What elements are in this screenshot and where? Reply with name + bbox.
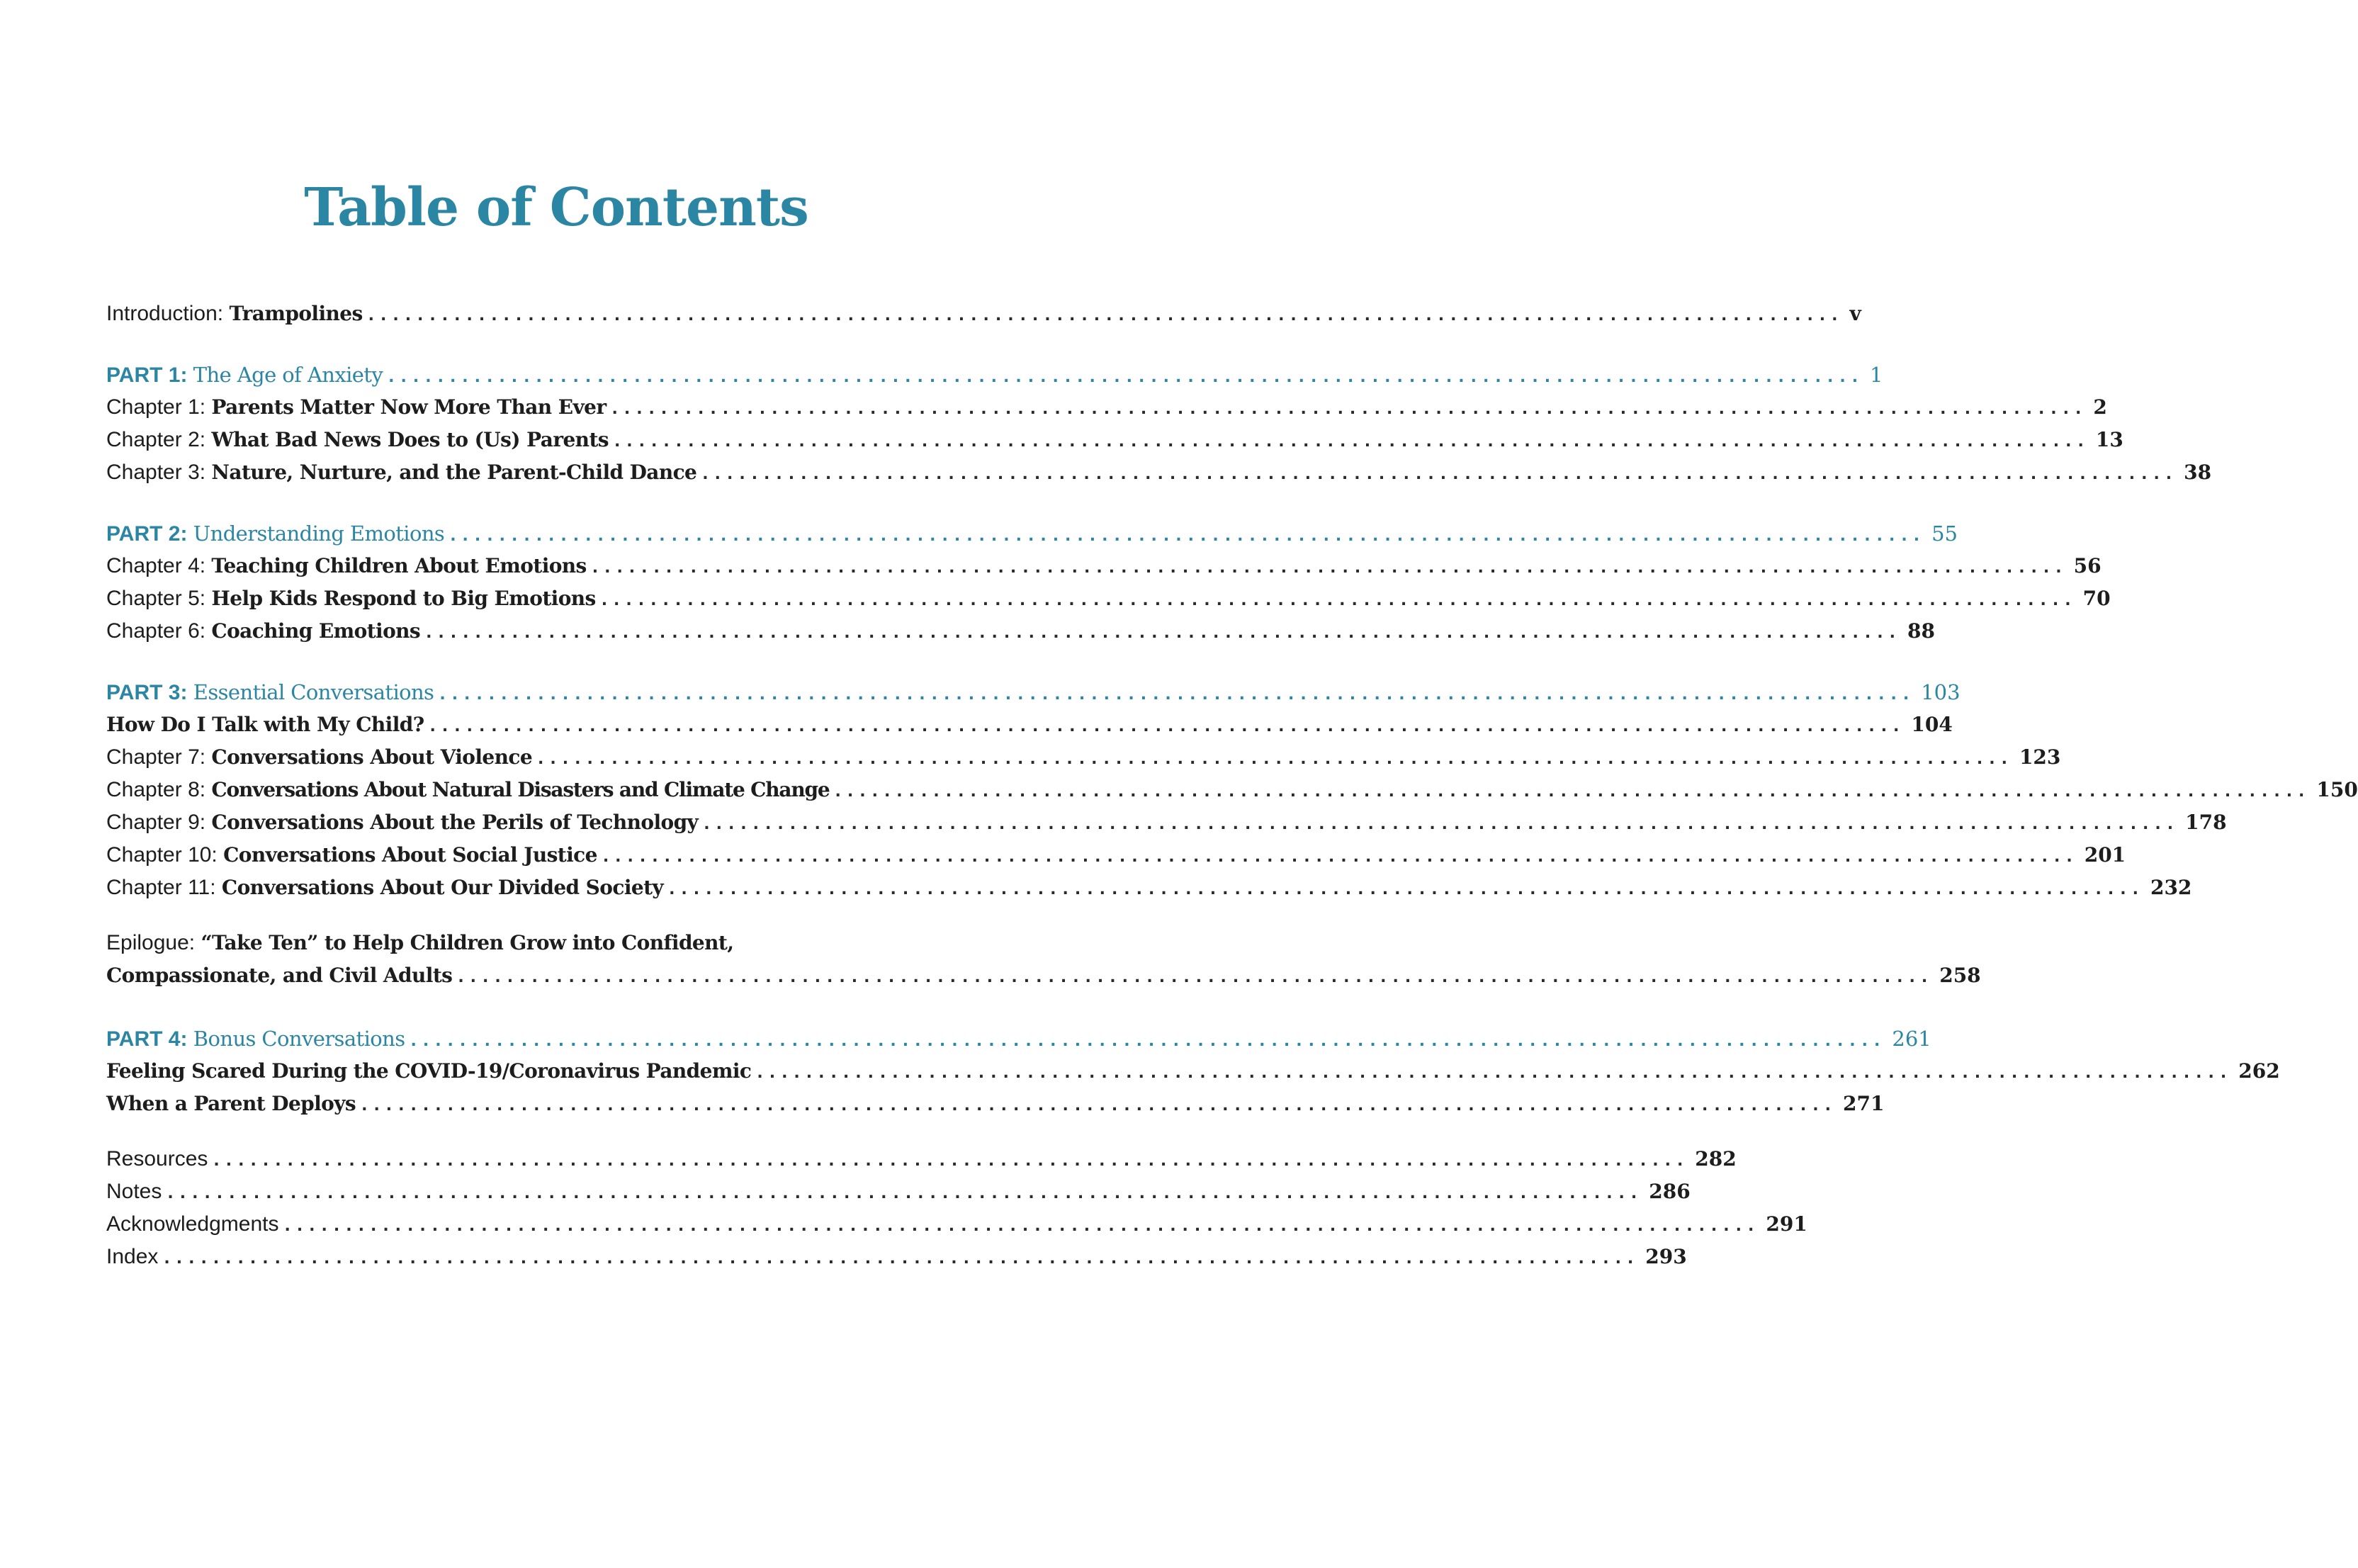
entry-prefix: Chapter 1: (106, 395, 212, 419)
dot-leader: ........................................................................................................................ (284, 1217, 1761, 1235)
page-number: 286 (1649, 1180, 1691, 1203)
entry-prefix: Chapter 5: (106, 587, 212, 610)
dot-leader: ........................................................................................................................ (669, 881, 2145, 898)
toc-entry-how-do-i-talk[interactable] (106, 709, 1953, 741)
dot-leader: ........................................................................................................................ (361, 1097, 1837, 1115)
page-number: 88 (1907, 619, 1935, 643)
dot-leader: ........................................................................................................................ (611, 400, 2088, 418)
entry-title: Teaching Children About Emotions (211, 554, 587, 577)
dot-leader: ........................................................................................................................ (601, 592, 2077, 609)
entry-title-continued: Compassionate, and Civil Adults (106, 964, 453, 987)
entry-title: Parents Matter Now More Than Ever (211, 395, 607, 419)
page-number: 56 (2073, 554, 2102, 577)
dot-leader: ........................................................................................................................ (702, 466, 2179, 483)
page-number: 13 (2095, 428, 2123, 451)
dot-leader: ........................................................................................................................ (167, 1185, 1644, 1202)
toc-entry-chapter-8[interactable] (106, 774, 2358, 806)
entry-prefix: Chapter 3: (106, 461, 212, 484)
entry-title: Feeling Scared During the COVID-19/Coronavirus Pandemic (106, 1059, 752, 1083)
dot-leader: ........................................................................................................................ (429, 718, 1906, 735)
page-number: 150 (2316, 778, 2358, 801)
entry-title: Nature, Nurture, and the Parent-Child Dance (211, 461, 697, 484)
entry-prefix: Epilogue: (106, 931, 201, 954)
table-of-contents (106, 298, 2358, 1273)
toc-part-4-heading[interactable] (106, 1022, 1931, 1055)
page-number: 291 (1766, 1212, 1807, 1236)
entry-title: Conversations About Natural Disasters and Climate Change (211, 778, 830, 801)
page-number: 282 (1695, 1147, 1737, 1171)
dot-leader: ........................................................................................................................ (368, 307, 1844, 325)
toc-entry-chapter-5[interactable] (106, 582, 2111, 615)
page-number: v (1849, 302, 1861, 325)
page-number: 1 (1870, 363, 1883, 387)
toc-part-2-heading[interactable] (106, 517, 1958, 550)
page-number: 103 (1921, 680, 1961, 704)
entry-title: Index (106, 1245, 159, 1268)
dot-leader: ........................................................................................................................ (426, 624, 1902, 642)
dot-leader: ........................................................................................................................ (410, 1032, 1887, 1050)
entry-prefix: Chapter 4: (106, 554, 212, 577)
dot-leader: ........................................................................................................................ (458, 969, 1934, 986)
part-title: The Age of Anxiety (193, 363, 383, 387)
dot-leader: ........................................................................................................................ (450, 527, 1927, 545)
dot-leader: ........................................................................................................................ (757, 1064, 2233, 1082)
part-label: PART 1: (106, 363, 193, 387)
dot-leader: ........................................................................................................................ (164, 1250, 1640, 1268)
entry-title: Conversations About Our Divided Society (221, 876, 664, 899)
page-number: 70 (2082, 587, 2111, 610)
dot-leader: ........................................................................................................................ (538, 750, 2014, 768)
part-label: PART 4: (106, 1027, 193, 1051)
entry-title: Coaching Emotions (211, 619, 421, 643)
page-number: 293 (1645, 1245, 1687, 1268)
entry-title: Help Kids Respond to Big Emotions (211, 587, 596, 610)
page-number: 123 (2019, 745, 2061, 769)
page-number: 55 (1931, 521, 1958, 546)
entry-prefix: Chapter 9: (106, 811, 212, 834)
entry-title: When a Parent Deploys (106, 1092, 356, 1115)
dot-leader: ........................................................................................................................ (602, 848, 2079, 866)
toc-entry-acknowledgments[interactable] (106, 1208, 1807, 1241)
entry-title: Acknowledgments (106, 1212, 279, 1236)
page-number: 258 (1939, 964, 1981, 987)
dot-leader: ........................................................................................................................ (704, 816, 2180, 833)
page-number: 178 (2185, 811, 2227, 834)
toc-entry-chapter-2[interactable] (106, 424, 2123, 456)
toc-entry-parent-deploys[interactable] (106, 1088, 1885, 1120)
toc-entry-covid[interactable] (106, 1055, 2280, 1088)
page-number: 201 (2084, 843, 2126, 867)
toc-entry-chapter-7[interactable] (106, 741, 2061, 774)
part-label: PART 2: (106, 522, 193, 546)
part-title: Understanding Emotions (193, 521, 445, 546)
toc-entry-notes[interactable] (106, 1175, 1691, 1208)
page-number: 262 (2238, 1059, 2280, 1083)
entry-title: Notes (106, 1180, 162, 1203)
dot-leader: ........................................................................................................................ (592, 559, 2068, 577)
entry-prefix: Chapter 10: (106, 843, 224, 867)
entry-title: “Take Ten” to Help Children Grow into Confident, (201, 931, 734, 954)
page-number: 38 (2184, 461, 2212, 484)
toc-entry-epilogue[interactable] (106, 927, 1981, 994)
page-number: 271 (1842, 1092, 1885, 1115)
entry-title: Conversations About Violence (211, 745, 533, 769)
toc-entry-chapter-1[interactable] (106, 391, 2107, 424)
part-title: Bonus Conversations (193, 1027, 405, 1051)
toc-entry-chapter-11[interactable] (106, 872, 2192, 904)
dot-leader: ........................................................................................................................ (213, 1152, 1690, 1170)
entry-prefix: Chapter 8: (106, 778, 212, 801)
entry-title: Conversations About Social Justice (223, 843, 597, 867)
entry-title: Trampolines (229, 302, 363, 325)
entry-prefix: Chapter 6: (106, 619, 212, 643)
toc-entry-introduction[interactable] (106, 298, 1861, 330)
page-number: 104 (1911, 713, 1953, 736)
toc-entry-resources[interactable] (106, 1143, 1737, 1175)
dot-leader: ........................................................................................................................ (439, 686, 1916, 704)
dot-leader: ........................................................................................................................ (388, 368, 1865, 386)
toc-entry-index[interactable] (106, 1241, 1687, 1273)
entry-title: What Bad News Does to (Us) Parents (211, 428, 609, 451)
page-number: 261 (1892, 1027, 1931, 1051)
toc-entry-chapter-6[interactable] (106, 615, 1935, 648)
dot-leader: ........................................................................................................................ (614, 433, 2090, 451)
toc-entry-chapter-4[interactable] (106, 550, 2102, 582)
part-label: PART 3: (106, 681, 193, 704)
entry-prefix: Introduction: (106, 302, 230, 325)
page-number: 2 (2093, 395, 2107, 419)
entry-title: Resources (106, 1147, 208, 1171)
entry-prefix: Chapter 11: (106, 876, 222, 899)
entry-title: How Do I Talk with My Child? (106, 713, 424, 736)
toc-entry-chapter-3[interactable] (106, 456, 2212, 489)
toc-part-1-heading[interactable] (106, 359, 1883, 391)
toc-entry-chapter-9[interactable] (106, 806, 2227, 839)
entry-prefix: Chapter 7: (106, 745, 212, 769)
dot-leader: ........................................................................................................................ (835, 783, 2311, 801)
page-title: Table of Contents (304, 177, 808, 238)
toc-part-3-heading[interactable] (106, 676, 1961, 709)
part-title: Essential Conversations (193, 680, 434, 704)
toc-entry-chapter-10[interactable] (106, 839, 2126, 872)
entry-prefix: Chapter 2: (106, 428, 212, 451)
entry-title: Conversations About the Perils of Technology (211, 811, 699, 834)
page-number: 232 (2150, 876, 2192, 899)
